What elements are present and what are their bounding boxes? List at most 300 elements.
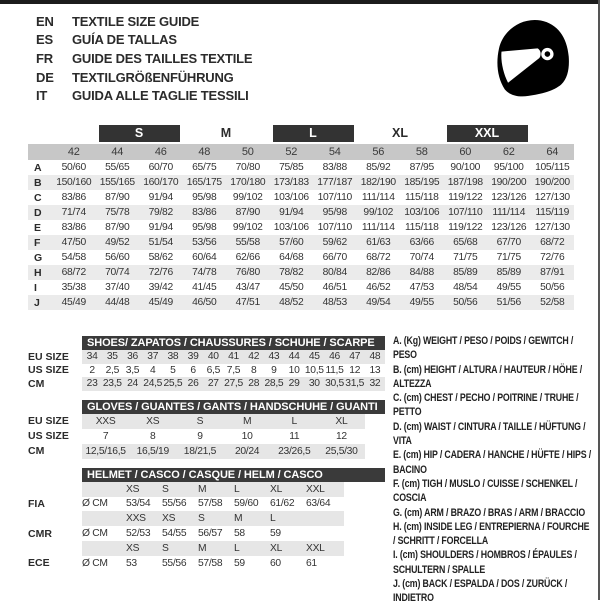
value-cell: 29 bbox=[288, 378, 300, 390]
value-cell: 6,5 bbox=[206, 364, 220, 376]
value-cell: M bbox=[198, 483, 207, 495]
value-cell: XXL bbox=[306, 542, 325, 554]
measurement-cell: 78/82 bbox=[279, 267, 304, 278]
unit-cell: Ø CM bbox=[82, 528, 108, 540]
measurement-cell: 127/130 bbox=[534, 192, 570, 203]
value-cell: 18/21,5 bbox=[183, 445, 217, 457]
value-cell: 48 bbox=[369, 351, 381, 363]
measurement-row bbox=[28, 220, 574, 235]
measurement-cell: 70/80 bbox=[235, 162, 260, 173]
value-cell: 61/62 bbox=[270, 498, 295, 510]
value-cell: 24 bbox=[127, 378, 138, 390]
row-letter: I bbox=[34, 281, 37, 294]
row-label: FIA bbox=[28, 497, 45, 510]
value-cell: M bbox=[242, 415, 252, 427]
measurement-cell: 85/92 bbox=[366, 162, 391, 173]
measurement-cell: 160/170 bbox=[143, 177, 179, 188]
value-cell: 10 bbox=[288, 364, 300, 376]
value-cell: 63/64 bbox=[306, 498, 331, 510]
row-band bbox=[82, 556, 344, 571]
value-cell: 34 bbox=[86, 351, 98, 363]
value-cell: 43 bbox=[268, 351, 280, 363]
shoes-title: SHOES/ ZAPATOS / CHAUSSURES / SCHUHE / SCARPE bbox=[82, 336, 385, 350]
measurement-cell: 45/49 bbox=[61, 297, 86, 308]
measurement-cell: 71/75 bbox=[453, 252, 478, 263]
value-cell: 30,5 bbox=[325, 378, 344, 390]
value-cell: 40 bbox=[207, 351, 219, 363]
value-cell: 32 bbox=[369, 378, 381, 390]
measurement-cell: 54/58 bbox=[61, 252, 86, 263]
measurement-cell: 43/47 bbox=[235, 282, 260, 293]
sub-table-row bbox=[28, 350, 390, 364]
legend-item: I. (cm) SHOULDERS / HOMBROS / ÉPAULES / SCHULTERN / SPALLE bbox=[393, 549, 577, 576]
measurement-cell: 99/102 bbox=[232, 192, 263, 203]
value-cell: XXL bbox=[306, 483, 325, 495]
row-band bbox=[82, 541, 344, 556]
measurement-cell: 47/50 bbox=[61, 237, 86, 248]
value-cell: 4 bbox=[149, 364, 156, 376]
measurement-cell: 80/84 bbox=[322, 267, 347, 278]
measurement-cell: 119/122 bbox=[448, 222, 483, 233]
size-group-xxl: XXL bbox=[447, 125, 528, 142]
value-cell: 31,5 bbox=[345, 378, 365, 390]
sub-tables bbox=[28, 336, 390, 580]
measurement-cell: 75/85 bbox=[279, 162, 304, 173]
value-cell: 28,5 bbox=[264, 378, 284, 390]
measurement-cell: 111/114 bbox=[492, 207, 526, 218]
measurement-cell: 56/60 bbox=[105, 252, 130, 263]
measurement-cell: 49/52 bbox=[105, 237, 130, 248]
language-row bbox=[36, 12, 252, 31]
language-title: TEXTILGRÖßENFÜHRUNG bbox=[72, 69, 234, 85]
value-cell: 35 bbox=[106, 351, 118, 363]
row-band bbox=[82, 377, 385, 391]
value-cell: 23/26,5 bbox=[278, 445, 311, 457]
value-cell: 10 bbox=[241, 430, 253, 442]
value-cell: 20/24 bbox=[234, 445, 260, 457]
measurement-cell: 72/76 bbox=[540, 252, 565, 263]
measurement-cell: 62/66 bbox=[235, 252, 260, 263]
row-band bbox=[82, 497, 344, 512]
row-letter: F bbox=[34, 236, 41, 249]
sub-table-row bbox=[28, 429, 390, 444]
unit-cell: Ø CM bbox=[82, 498, 108, 510]
measurement-cell: 65/75 bbox=[192, 162, 217, 173]
language-code: DE bbox=[36, 69, 54, 85]
legend-item: D. (cm) WAIST / CINTURA / TAILLE / HÜFTUNG / VITA bbox=[393, 420, 586, 448]
legend-item: F. (cm) TIGH / MUSLO / CUISSE / SCHENKEL / COSCIA bbox=[393, 477, 578, 505]
measurement-cell: 48/53 bbox=[322, 297, 347, 308]
row-letter: J bbox=[34, 296, 40, 309]
value-cell: S bbox=[162, 483, 169, 495]
measurement-cell: 50/56 bbox=[540, 282, 565, 293]
language-row bbox=[36, 31, 252, 50]
row-letter: A bbox=[34, 161, 42, 174]
measurement-cell: 76/80 bbox=[235, 267, 260, 278]
value-cell: 55/56 bbox=[162, 498, 187, 510]
gloves-title: GLOVES / GUANTES / GANTS / HANDSCHUHE / GUANTI bbox=[82, 400, 385, 414]
legend-item: H. (cm) INSIDE LEG / ENTREPIERNA / FOURCHE / SCHRITT / FORCELLA bbox=[393, 520, 590, 548]
value-cell: 27 bbox=[207, 378, 219, 390]
sub-table-row bbox=[28, 541, 390, 556]
legend-item: C. (cm) CHEST / PECHO / POITRINE / TRUHE / PETTO bbox=[393, 392, 579, 419]
value-cell: 36 bbox=[127, 351, 138, 363]
measurement-cell: 85/89 bbox=[496, 267, 521, 278]
measurement-cell: 59/62 bbox=[322, 237, 347, 248]
measurement-cell: 75/78 bbox=[105, 207, 130, 218]
measurement-cell: 105/115 bbox=[535, 162, 570, 173]
measurement-cell: 95/98 bbox=[192, 192, 217, 203]
measurement-cell: 111/114 bbox=[361, 192, 395, 203]
measurement-cell: 83/86 bbox=[61, 192, 86, 203]
measurement-cell: 61/63 bbox=[366, 237, 391, 248]
measurement-row bbox=[28, 160, 574, 175]
measurement-cell: 55/65 bbox=[105, 162, 130, 173]
measurement-cell: 49/55 bbox=[496, 282, 521, 293]
measurement-cell: 64/68 bbox=[279, 252, 304, 263]
value-cell: 58 bbox=[234, 528, 245, 540]
measurement-cell: 177/187 bbox=[317, 177, 353, 188]
language-title: TEXTILE SIZE GUIDE bbox=[72, 13, 200, 29]
measurement-cell: 115/118 bbox=[404, 222, 439, 233]
value-cell: 57/58 bbox=[198, 557, 223, 569]
row-letter: E bbox=[34, 221, 42, 234]
row-label: ECE bbox=[28, 557, 50, 570]
row-letter: C bbox=[34, 191, 42, 204]
measurement-row bbox=[28, 250, 574, 265]
value-cell: XS bbox=[146, 415, 160, 427]
measurement-cell: 35/38 bbox=[61, 282, 86, 293]
legend-item: E. (cm) HIP / CADERA / HANCHE / HÜFTE / HIPS / BACINO bbox=[393, 449, 591, 476]
legend-item: A. (Kg) WEIGHT / PESO / POIDS / GEWITCH / PESO bbox=[393, 335, 574, 362]
sub-table-row bbox=[28, 497, 390, 512]
measurement-cell: 70/74 bbox=[105, 267, 130, 278]
size-number: 58 bbox=[415, 146, 428, 158]
value-cell: 39 bbox=[187, 351, 199, 363]
measurement-cell: 37/40 bbox=[105, 282, 130, 293]
value-cell: XL bbox=[335, 415, 348, 427]
value-cell: M bbox=[198, 542, 207, 554]
language-title: GUIDA ALLE TAGLIE TESSILI bbox=[72, 88, 249, 104]
measurement-cell: 45/50 bbox=[279, 282, 304, 293]
row-label: US SIZE bbox=[28, 430, 69, 443]
measurement-cell: 46/51 bbox=[322, 282, 347, 293]
measurement-cell: 95/98 bbox=[322, 207, 347, 218]
measurement-row bbox=[28, 280, 574, 295]
row-label: EU SIZE bbox=[28, 350, 69, 363]
measurement-cell: 127/130 bbox=[534, 222, 570, 233]
measurement-cell: 91/94 bbox=[148, 222, 173, 233]
value-cell: L bbox=[291, 415, 297, 427]
value-cell: 12 bbox=[335, 430, 347, 442]
value-cell: 52/53 bbox=[126, 528, 151, 540]
measurement-cell: 103/106 bbox=[273, 192, 309, 203]
value-cell: 6 bbox=[190, 364, 196, 376]
row-letter: B bbox=[34, 176, 42, 189]
legend-item: J. (cm) BACK / ESPALDA / DOS / ZURÜCK / INDIETRO bbox=[393, 578, 568, 605]
measurement-cell: 95/100 bbox=[493, 162, 524, 173]
measurement-cell: 70/74 bbox=[409, 252, 434, 263]
value-cell: M bbox=[234, 513, 243, 525]
measurement-cell: 55/58 bbox=[235, 237, 260, 248]
language-code: EN bbox=[36, 13, 54, 29]
measurement-cell: 49/54 bbox=[366, 297, 391, 308]
row-label: CM bbox=[28, 445, 45, 458]
measurement-cell: 47/53 bbox=[409, 282, 434, 293]
row-band bbox=[82, 350, 385, 364]
measurement-cell: 47/51 bbox=[235, 297, 260, 308]
helmet-rows bbox=[28, 482, 390, 571]
measurement-cell: 49/55 bbox=[409, 297, 434, 308]
measurement-cell: 79/82 bbox=[148, 207, 173, 218]
value-cell: 12,5/16,5 bbox=[85, 445, 126, 457]
row-band bbox=[82, 511, 344, 526]
size-number: 48 bbox=[198, 146, 211, 158]
measurement-cell: 60/64 bbox=[192, 252, 217, 263]
sub-table-row bbox=[28, 482, 390, 497]
measurement-cell: 60/70 bbox=[148, 162, 173, 173]
value-cell: 23 bbox=[86, 378, 98, 390]
helmet-icon bbox=[490, 12, 572, 106]
measurement-cell: 190/200 bbox=[491, 177, 527, 188]
measurement-cell: 123/126 bbox=[491, 192, 527, 203]
measurement-cell: 170/180 bbox=[230, 177, 266, 188]
measurement-cell: 83/88 bbox=[322, 162, 347, 173]
value-cell: 11 bbox=[289, 430, 300, 442]
row-band bbox=[82, 482, 344, 497]
value-cell: 9 bbox=[271, 364, 277, 376]
size-number: 44 bbox=[111, 146, 124, 158]
value-cell: 27,5 bbox=[224, 378, 243, 390]
measurement-cell: 123/126 bbox=[491, 222, 527, 233]
measurement-cell: 72/76 bbox=[148, 267, 173, 278]
value-cell: XL bbox=[270, 483, 282, 495]
sub-table-row bbox=[28, 526, 390, 541]
value-cell: S bbox=[162, 542, 169, 554]
shoes-table bbox=[28, 336, 390, 391]
measurement-cell: 87/90 bbox=[105, 222, 130, 233]
measurement-cell: 87/90 bbox=[105, 192, 130, 203]
measurement-cell: 182/190 bbox=[360, 177, 396, 188]
measurement-cell: 41/45 bbox=[192, 282, 217, 293]
value-cell: 25,5 bbox=[163, 378, 183, 390]
value-cell: 60 bbox=[270, 557, 281, 569]
measurement-cell: 99/102 bbox=[363, 207, 394, 218]
spacer bbox=[28, 400, 82, 414]
row-band bbox=[82, 429, 365, 444]
row-letter: G bbox=[34, 251, 43, 264]
size-number: 60 bbox=[459, 146, 472, 158]
value-cell: 10,5 bbox=[304, 364, 324, 376]
value-cell: L bbox=[270, 513, 276, 525]
row-label: US SIZE bbox=[28, 364, 69, 377]
measurement-cell: 115/118 bbox=[404, 192, 439, 203]
measurement-cell: 63/66 bbox=[409, 237, 434, 248]
measurement-cell: 103/106 bbox=[273, 222, 309, 233]
measurement-cell: 115/119 bbox=[535, 207, 570, 218]
measurement-cell: 48/52 bbox=[279, 297, 304, 308]
measurement-cell: 68/72 bbox=[540, 237, 565, 248]
row-label: EU SIZE bbox=[28, 415, 69, 428]
measurement-cell: 107/110 bbox=[317, 192, 352, 203]
value-cell: 55/56 bbox=[162, 557, 187, 569]
sub-table-row bbox=[28, 556, 390, 571]
measurement-cell: 173/183 bbox=[273, 177, 309, 188]
measurement-cell: 39/42 bbox=[148, 282, 173, 293]
language-code: IT bbox=[36, 88, 48, 104]
value-cell: 28 bbox=[248, 378, 260, 390]
measurement-cell: 87/91 bbox=[540, 267, 565, 278]
helmet-table bbox=[28, 468, 390, 571]
size-number: 54 bbox=[328, 146, 341, 158]
helmet-title-row bbox=[28, 468, 390, 482]
measurement-cell: 51/54 bbox=[148, 237, 173, 248]
measurement-cell: 103/106 bbox=[404, 207, 440, 218]
value-cell: S bbox=[196, 415, 204, 427]
gloves-rows bbox=[28, 414, 390, 459]
measurement-cell: 46/52 bbox=[366, 282, 391, 293]
value-cell: 2,5 bbox=[105, 364, 119, 376]
gloves-title-row bbox=[28, 400, 390, 414]
measurement-cell: 45/49 bbox=[148, 297, 173, 308]
value-cell: 23,5 bbox=[102, 378, 122, 390]
value-cell: 57/58 bbox=[198, 498, 223, 510]
row-label: CMR bbox=[28, 527, 52, 540]
language-row bbox=[36, 86, 252, 105]
legend-item: G. (cm) ARM / BRAZO / BRAS / ARM / BRACCIO bbox=[393, 506, 586, 519]
value-cell: 59 bbox=[270, 528, 281, 540]
top-border-line bbox=[0, 0, 600, 4]
measurement-cell: 58/62 bbox=[148, 252, 173, 263]
measurement-cell: 91/94 bbox=[148, 192, 173, 203]
measurement-cell: 83/86 bbox=[192, 207, 217, 218]
value-cell: L bbox=[234, 542, 240, 554]
value-cell: 7 bbox=[102, 430, 109, 442]
measurement-row bbox=[28, 265, 574, 280]
sub-table-row bbox=[28, 364, 390, 378]
language-code: ES bbox=[36, 32, 53, 48]
measurement-cell: 87/90 bbox=[235, 207, 260, 218]
value-cell: 16,5/19 bbox=[136, 445, 169, 457]
measurement-cell: 82/86 bbox=[366, 267, 391, 278]
size-number: 52 bbox=[285, 146, 298, 158]
measurement-cell: 95/98 bbox=[192, 222, 217, 233]
measurement-cell: 91/94 bbox=[279, 207, 304, 218]
measurement-cell: 107/110 bbox=[448, 207, 483, 218]
measurement-cell: 68/72 bbox=[61, 267, 86, 278]
measurement-cell: 99/102 bbox=[232, 222, 263, 233]
value-cell: 38 bbox=[167, 351, 179, 363]
value-cell: L bbox=[234, 483, 240, 495]
measurement-cell: 107/110 bbox=[317, 222, 352, 233]
value-cell: 44 bbox=[288, 351, 300, 363]
size-number: 56 bbox=[372, 146, 385, 158]
measurement-cell: 48/54 bbox=[453, 282, 478, 293]
value-cell: 42 bbox=[248, 351, 260, 363]
measurement-cell: 187/198 bbox=[447, 177, 483, 188]
row-band bbox=[82, 444, 365, 459]
measurement-cell: 71/75 bbox=[496, 252, 521, 263]
value-cell: 53/54 bbox=[126, 498, 151, 510]
measurement-cell: 111/114 bbox=[361, 222, 395, 233]
measurement-cell: 65/68 bbox=[453, 237, 478, 248]
value-cell: 45 bbox=[308, 351, 320, 363]
value-cell: 5 bbox=[170, 364, 176, 376]
value-cell: 13 bbox=[369, 364, 381, 376]
row-band bbox=[82, 526, 344, 541]
language-row bbox=[36, 68, 252, 87]
row-letter: H bbox=[34, 266, 42, 279]
measurement-cell: 52/58 bbox=[540, 297, 565, 308]
measurement-cell: 74/78 bbox=[192, 267, 217, 278]
measurement-cell: 119/122 bbox=[448, 192, 483, 203]
size-number: 50 bbox=[241, 146, 254, 158]
value-cell: 46 bbox=[329, 351, 340, 363]
gloves-table bbox=[28, 400, 390, 459]
measurement-cell: 67/70 bbox=[496, 237, 521, 248]
language-title: GUIDE DES TAILLES TEXTILE bbox=[72, 50, 253, 66]
measurement-cell: 87/95 bbox=[409, 162, 434, 173]
measurement-cell: 190/200 bbox=[534, 177, 570, 188]
value-cell: 8 bbox=[250, 364, 257, 376]
size-group-s: S bbox=[99, 125, 180, 142]
value-cell: XL bbox=[270, 542, 282, 554]
row-letter: D bbox=[34, 206, 42, 219]
value-cell: 41 bbox=[228, 351, 239, 363]
sub-table-row bbox=[28, 444, 390, 459]
value-cell: 53 bbox=[126, 557, 137, 569]
helmet-title: HELMET / CASCO / CASQUE / HELM / CASCO bbox=[82, 468, 385, 482]
measurement-cell: 51/56 bbox=[496, 297, 521, 308]
measurement-cell: 84/88 bbox=[409, 267, 434, 278]
value-cell: XS bbox=[126, 542, 140, 554]
language-list bbox=[36, 12, 252, 105]
measurement-cell: 155/165 bbox=[99, 177, 135, 188]
language-row bbox=[36, 49, 252, 68]
value-cell: 30 bbox=[308, 378, 320, 390]
size-group-row bbox=[28, 124, 574, 143]
value-cell: 56/57 bbox=[198, 528, 223, 540]
shoes-rows bbox=[28, 350, 390, 391]
measurement-row bbox=[28, 235, 574, 250]
value-cell: 61 bbox=[306, 557, 317, 569]
spacer bbox=[28, 468, 82, 482]
size-number: 64 bbox=[546, 146, 559, 158]
value-cell: XS bbox=[162, 513, 176, 525]
measurement-row bbox=[28, 190, 574, 205]
measurement-cell: 57/60 bbox=[279, 237, 304, 248]
size-number: 46 bbox=[154, 146, 167, 158]
row-band bbox=[82, 364, 385, 378]
size-number-row bbox=[28, 144, 574, 160]
sub-table-row bbox=[28, 377, 390, 391]
size-group-m: M bbox=[220, 126, 232, 140]
measurement-cell: 44/48 bbox=[105, 297, 130, 308]
legend-item: B. (cm) HEIGHT / ALTURA / HAUTEUR / HÖHE / ALTEZZA bbox=[393, 363, 582, 390]
measurement-row bbox=[28, 295, 574, 310]
value-cell: 8 bbox=[150, 430, 156, 442]
value-cell: 3,5 bbox=[125, 364, 140, 376]
measurement-cell: 46/50 bbox=[192, 297, 217, 308]
value-cell: 11,5 bbox=[325, 364, 344, 376]
measurement-cell: 165/175 bbox=[186, 177, 222, 188]
size-group-xl: XL bbox=[392, 126, 408, 140]
measurement-cell: 66/70 bbox=[322, 252, 347, 263]
row-label: CM bbox=[28, 377, 45, 390]
value-cell: S bbox=[198, 513, 205, 525]
value-cell: 25,5/30 bbox=[325, 445, 358, 457]
measurement-cell: 83/86 bbox=[61, 222, 86, 233]
